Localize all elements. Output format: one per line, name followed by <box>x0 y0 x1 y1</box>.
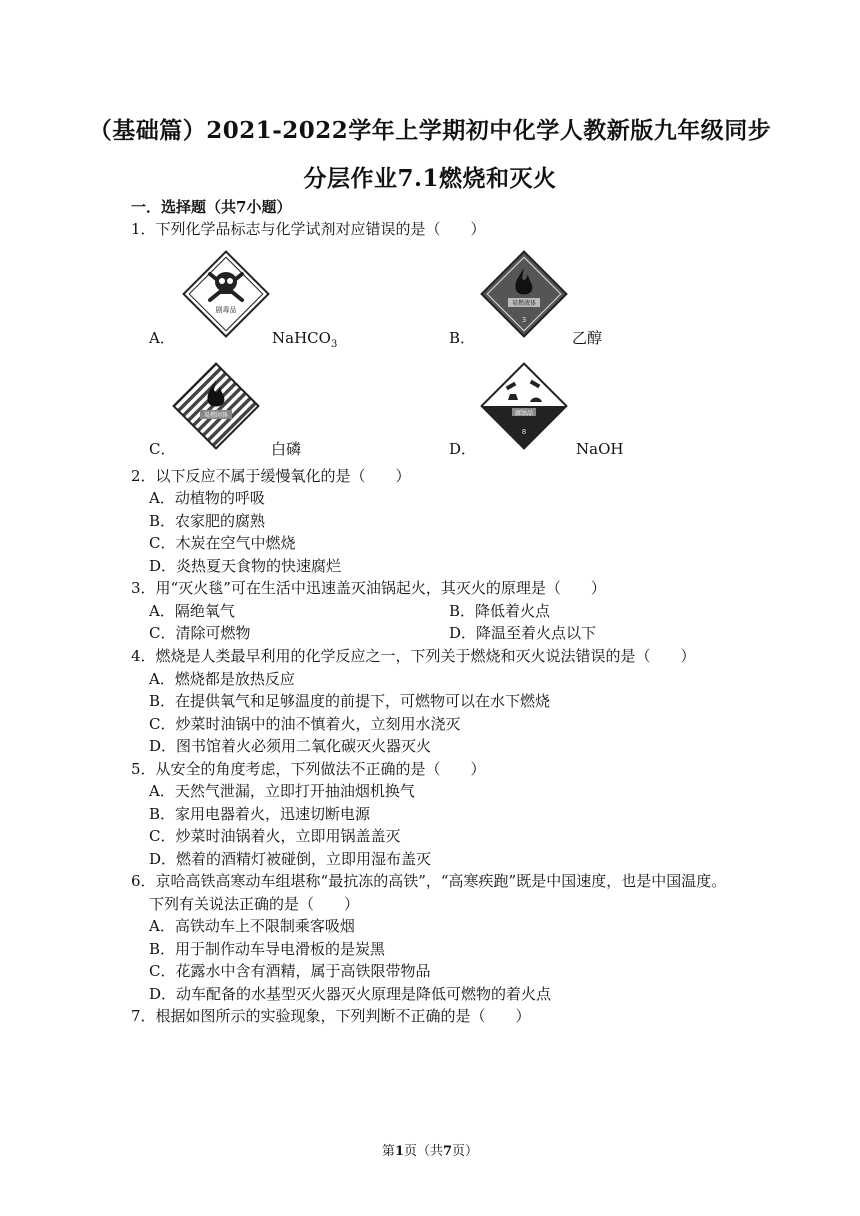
q1-option-b-letter: B． <box>449 329 476 347</box>
q6-option-a: A．高铁动车上不限制乘客吸烟 <box>149 917 355 935</box>
q1-option-a-reagent: NaHCO$_3$ <box>272 329 338 350</box>
q4-option-a: A．燃烧都是放热反应 <box>149 670 295 688</box>
q2-stem: 2．以下反应不属于缓慢氧化的是（ ） <box>131 467 411 485</box>
q3-option-d: D．降温至着火点以下 <box>449 624 597 642</box>
corrosive-sign-label: 腐蚀品 <box>514 410 534 417</box>
q6-option-b: B．用于制作动车导电滑板的是炭黑 <box>149 940 386 958</box>
q3-option-a: A．隔绝氧气 <box>149 602 235 620</box>
q2-option-b: B．农家肥的腐熟 <box>149 512 266 530</box>
flammable-solid-sign-label: 易燃固体 <box>203 412 229 419</box>
page-footer: 第1页（共7页） <box>381 1144 479 1159</box>
q4-option-b: B．在提供氧气和足够温度的前提下，可燃物可以在水下燃烧 <box>149 692 551 710</box>
q5-option-d: D．燃着的酒精灯被碰倒，立即用湿布盖灭 <box>149 850 432 868</box>
q4-option-d: D．图书馆着火必须用二氧化碳灭火器灭火 <box>149 737 432 755</box>
flammable-liquid-sign-label: 易燃液体 <box>511 300 537 307</box>
q5-stem: 5．从安全的角度考虑，下列做法不正确的是（ ） <box>131 760 486 778</box>
q1-option-c-letter: C． <box>149 440 176 458</box>
q1-option-b-reagent: 乙醇 <box>572 329 603 347</box>
q5-option-b: B．家用电器着火，迅速切断电源 <box>149 805 371 823</box>
q1-option-d-letter: D． <box>449 440 477 458</box>
flammable-liquid-sign <box>478 248 570 340</box>
q6-option-c: C．花露水中含有酒精，属于高铁限带物品 <box>149 962 431 980</box>
q6-stem-line2: 下列有关说法正确的是（ ） <box>149 895 360 913</box>
flammable-liquid-sign-class: 3 <box>521 316 527 324</box>
total-pages: 7 <box>443 1144 453 1159</box>
q5-option-a: A．天然气泄漏，立即打开抽油烟机换气 <box>149 782 415 800</box>
q4-stem: 4．燃烧是人类最早利用的化学反应之一，下列关于燃烧和灭火说法错误的是（ ） <box>131 647 696 665</box>
q4-option-c: C．炒菜时油锅中的油不慎着火，立刻用水浇灭 <box>149 715 461 733</box>
q1-option-d-reagent: NaOH <box>576 440 624 458</box>
q3-option-b: B．降低着火点 <box>449 602 551 620</box>
q1-option-a-letter: A． <box>149 329 175 347</box>
flammable-solid-sign <box>170 360 262 452</box>
toxic-sign <box>180 248 272 340</box>
corrosive-sign-class: 8 <box>521 428 527 436</box>
q5-option-c: C．炒菜时油锅着火，立即用锅盖盖灭 <box>149 827 401 845</box>
corrosive-sign <box>478 360 570 452</box>
q2-option-a: A．动植物的呼吸 <box>149 489 265 507</box>
q3-option-c: C．清除可燃物 <box>149 624 251 642</box>
q2-option-c: C．木炭在空气中燃烧 <box>149 534 296 552</box>
q7-stem: 7．根据如图所示的实验现象，下列判断不正确的是（ ） <box>131 1007 531 1025</box>
document-title-line2: 分层作业7.1燃烧和灭火 <box>303 165 557 192</box>
q1-stem: 1．下列化学品标志与化学试剂对应错误的是（ ） <box>131 220 486 238</box>
toxic-sign-label: 剧毒品 <box>215 306 237 314</box>
q2-option-d: D．炎热夏天食物的快速腐烂 <box>149 557 342 575</box>
q3-stem: 3．用“灭火毯”可在生活中迅速盖灭油锅起火，其灭火的原理是（ ） <box>131 579 606 597</box>
page-number: 1 <box>394 1144 404 1159</box>
section-heading: 一．选择题（共7小题） <box>131 198 292 216</box>
q6-option-d: D．动车配备的水基型灭火器灭火原理是降低可燃物的着火点 <box>149 985 552 1003</box>
document-title-line1: （基础篇）2021-2022学年上学期初中化学人教新版九年级同步 <box>88 117 772 144</box>
q6-stem-line1: 6．京哈高铁高寒动车组堪称“最抗冻的高铁”，“高寒疾跑”既是中国速度，也是中国温度。 <box>131 872 727 890</box>
q1-option-c-reagent: 白磷 <box>271 440 302 458</box>
